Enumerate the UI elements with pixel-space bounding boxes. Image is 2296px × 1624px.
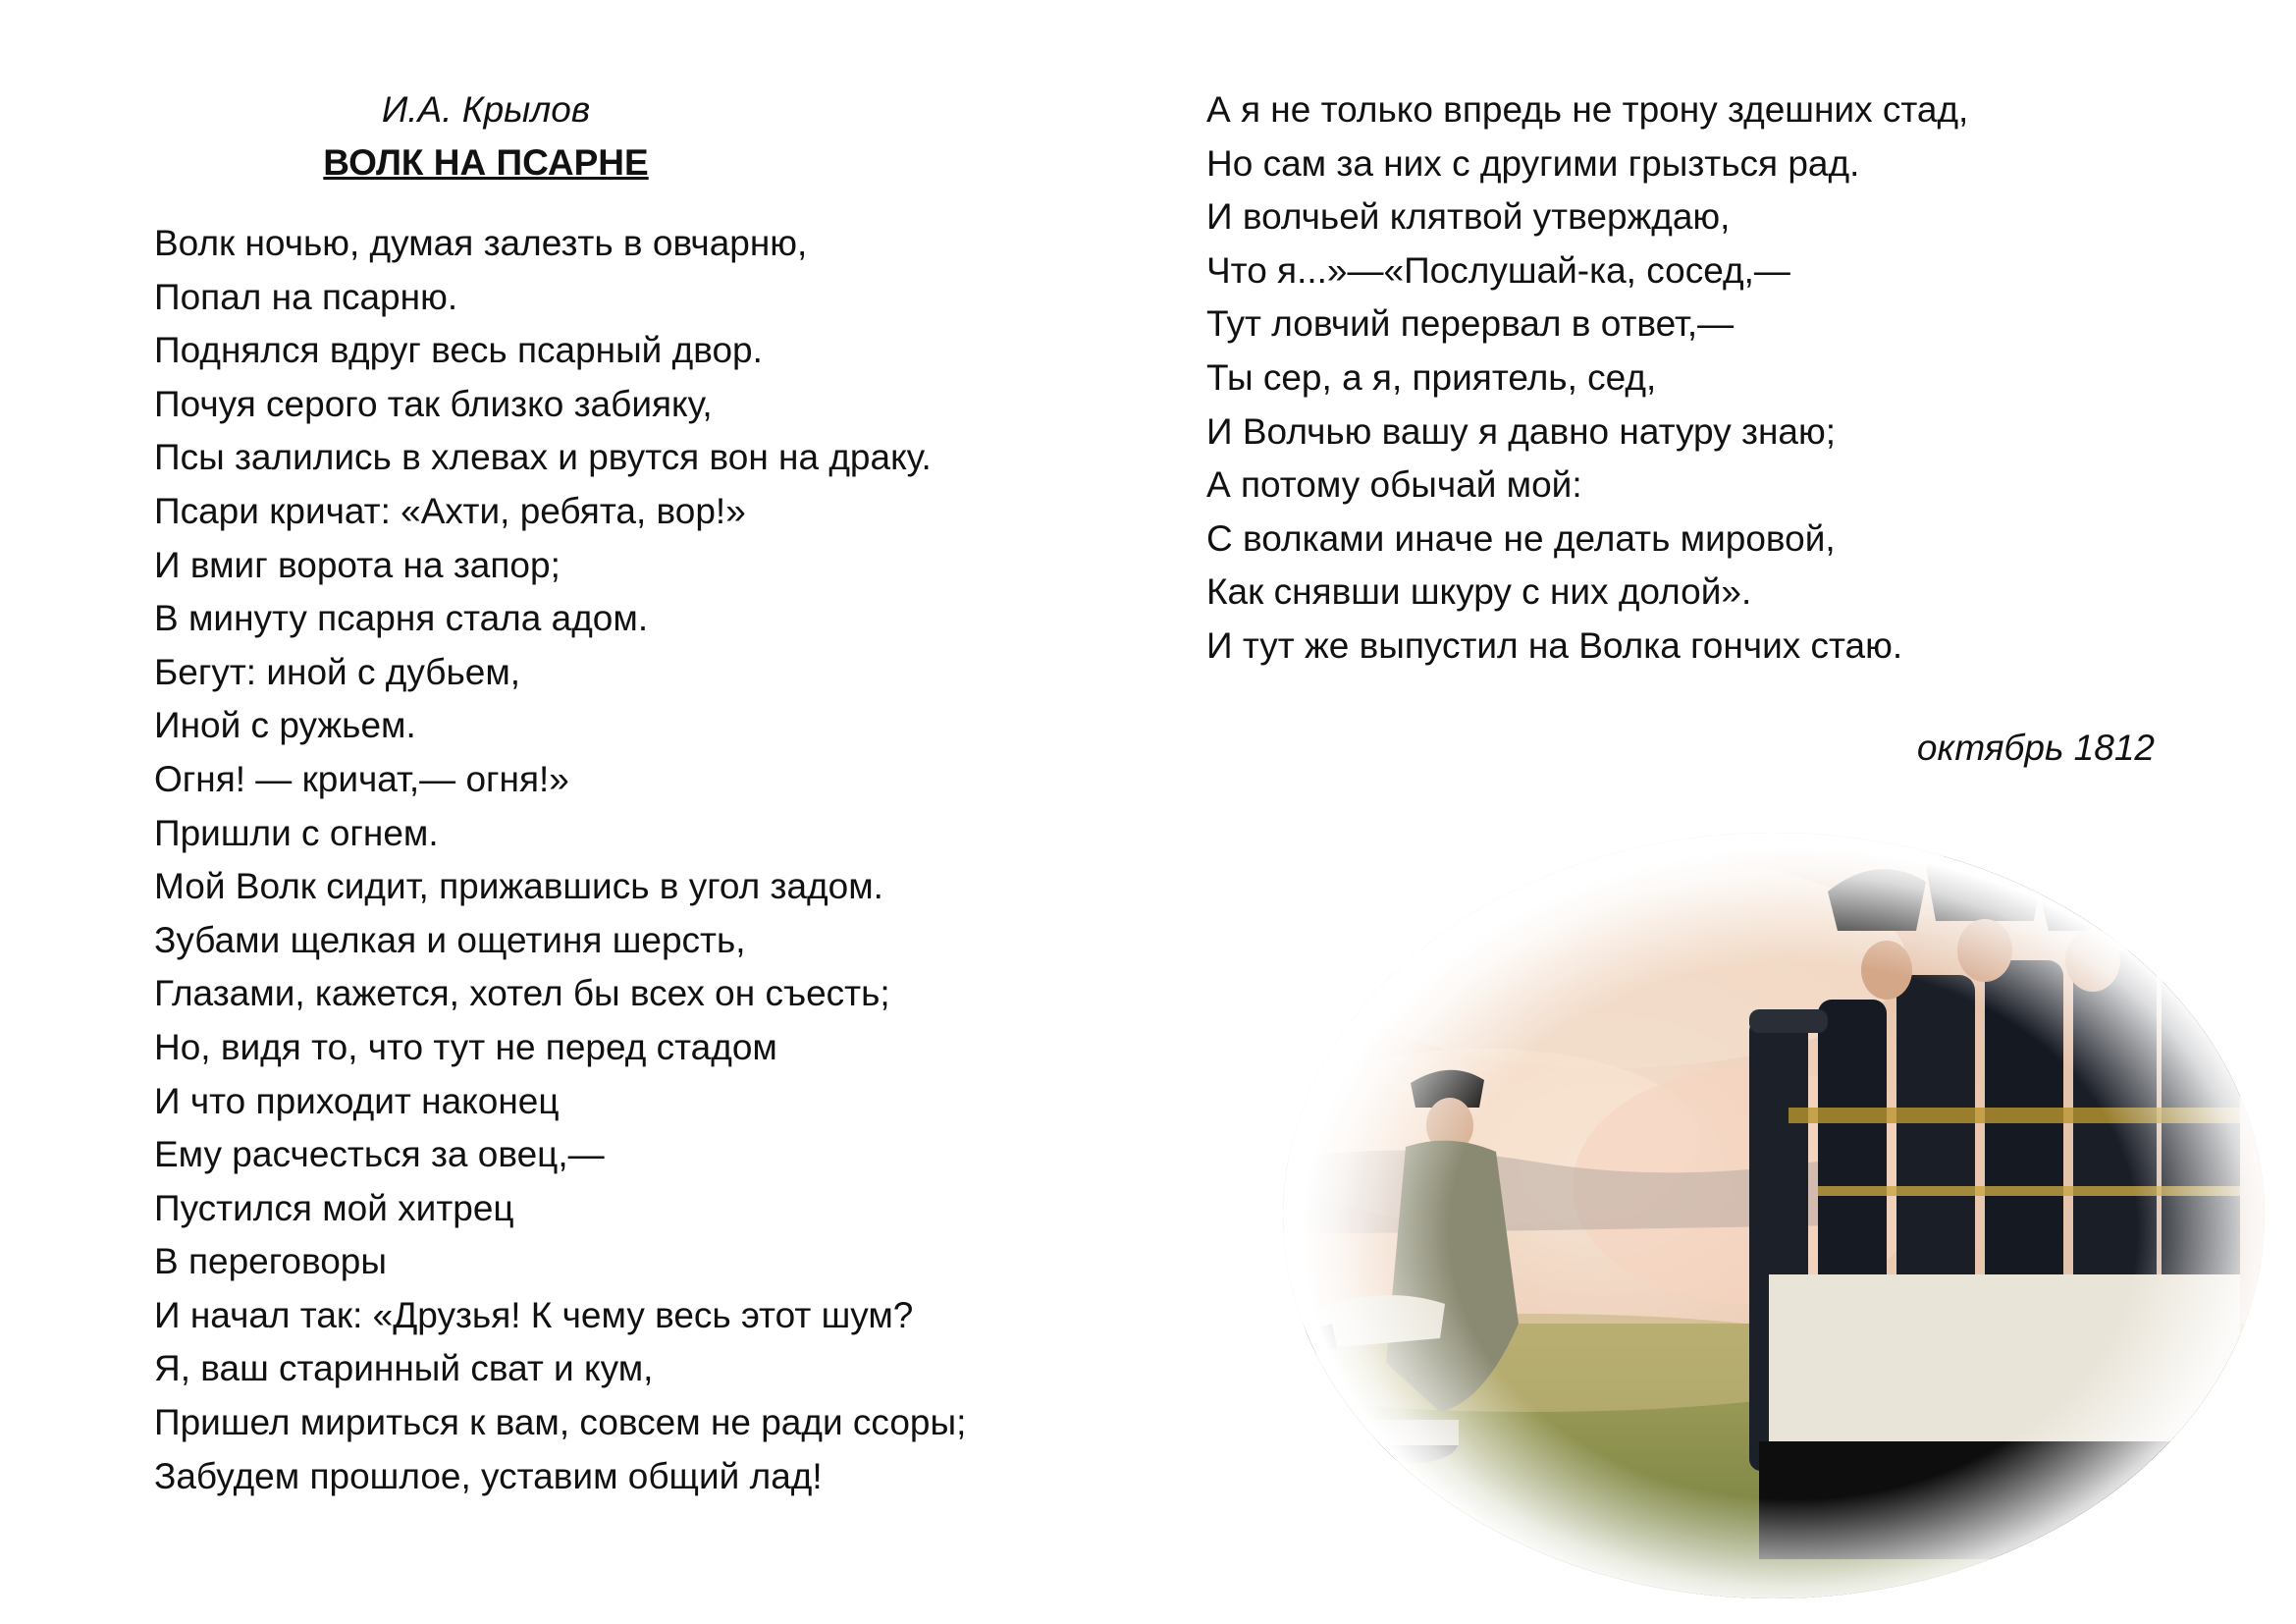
verse-line: Что я...»—«Послушай-ка, сосед,—	[1206, 249, 1790, 291]
verse-line: Я, ваш старинный сват и кум,	[154, 1348, 654, 1389]
verse-line: И тут же выпустил на Волка гончих стаю.	[1206, 624, 1903, 666]
verse-line: И Волчью вашу я давно натуру знаю;	[1206, 410, 1836, 452]
verse-line: И волчьей клятвой утверждаю,	[1206, 196, 1731, 238]
right-stanza	[1206, 83, 2188, 674]
verse-line: Глазами, кажется, хотел бы всех он съесть;	[154, 973, 890, 1014]
verse-line: Мой Волк сидит, прижавшись в угол задом.	[154, 866, 883, 907]
verse-line: Попал на псарню.	[154, 276, 458, 317]
right-column	[1206, 83, 2188, 674]
verse-line: С волками иначе не делать мировой,	[1206, 517, 1836, 559]
verse-line: Пришли с огнем.	[154, 812, 439, 853]
verse-line: Псари кричат: «Ахти, ребята, вор!»	[154, 490, 746, 531]
verse-line: Ты сер, а я, приятель, сед,	[1206, 356, 1657, 398]
verse-line: Поднялся вдруг весь псарный двор.	[154, 330, 763, 371]
verse-line: Волк ночью, думая залезть в овчарню,	[154, 223, 808, 263]
verse-line: Псы залились в хлевах и рвутся вон на драку.	[154, 437, 932, 478]
verse-line: Зубами щелкая и ощетиня шерсть,	[154, 919, 746, 960]
left-column	[154, 83, 1136, 1503]
verse-line: Но, видя то, что тут не перед стадом	[154, 1026, 777, 1067]
verse-line: А потому обычай мой:	[1206, 464, 1582, 506]
verse-line: Тут ловчий перервал в ответ,—	[1206, 303, 1735, 345]
verse-line: Забудем прошлое, уставим общий лад!	[154, 1455, 823, 1496]
verse-line: В минуту псарня стала адом.	[154, 598, 649, 639]
poem-title: ВОЛК НА ПСАРНЕ	[323, 142, 649, 183]
verse-line: И начал так: «Друзья! К чему весь этот шум?	[154, 1294, 914, 1335]
poem-author: И.А. Крылов	[381, 89, 591, 130]
verse-line: Пришел мириться к вам, совсем не ради ссоры;	[154, 1402, 967, 1443]
verse-line: Огня! — кричат,— огня!»	[154, 758, 569, 799]
verse-line: Но сам за них с другими грызться рад.	[1206, 142, 1860, 184]
napoleon-painting-illustration	[1239, 813, 2279, 1598]
verse-line: Как снявши шкуру с них долой».	[1206, 571, 1752, 613]
verse-line: В переговоры	[154, 1241, 387, 1282]
verse-line: А я не только впредь не трону здешних стад,	[1206, 89, 1969, 130]
left-stanza	[154, 217, 1136, 1503]
verse-line: Пустился мой хитрец	[154, 1187, 514, 1228]
verse-line: Ему расчесться за овец,—	[154, 1134, 605, 1175]
verse-line: Бегут: иной с дубьем,	[154, 651, 521, 692]
verse-line: Почуя серого так близко забияку,	[154, 383, 713, 424]
verse-line: Иной с ружьем.	[154, 705, 416, 746]
poem-date: октябрь 1812	[1916, 728, 2155, 768]
verse-line: И вмиг ворота на запор;	[154, 544, 561, 585]
verse-line: И что приходит наконец	[154, 1080, 560, 1121]
